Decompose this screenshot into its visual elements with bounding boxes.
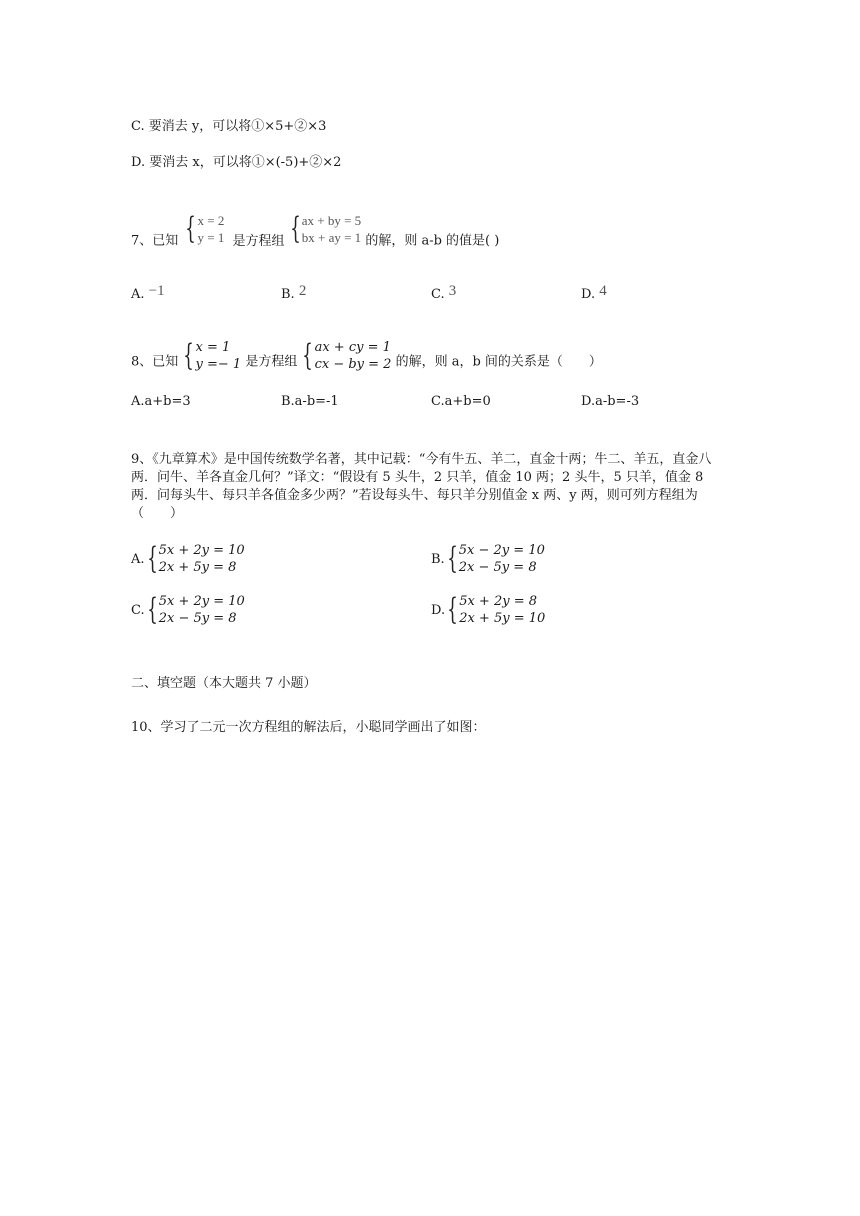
q8-option-b: B.a-b=-1 (281, 394, 339, 409)
question-7-prefix: 7、已知 (131, 233, 179, 249)
section-2-heading: 二、填空题（本大题共 7 小题） (131, 676, 317, 691)
brace-icon: { (289, 211, 301, 246)
q8-option-a: A.a+b=3 (131, 394, 191, 409)
option-d-prev: D. 要消去 x，可以将①×(-5)+②×2 (131, 155, 342, 170)
q9-option-b: B. { 5x − 2y = 10 2x − 5y = 8 (431, 541, 545, 576)
question-9-text: 9、《九章算术》是中国传统数学名著，其中记载：“今有牛五、羊二，直金十两；牛二、羊五，直金八两．问牛、羊各直金几何？”译文：“假设有 5 头牛，2 只羊，值金 10 两；2 头牛，5 只羊，值金 8 两．问每头牛、每只羊各值金多少两？”若设每头牛、每只羊分别值金 x 两、y 两，则可列方程组为（ ） (131, 452, 712, 521)
q9-option-d: D. { 5x + 2y = 8 2x + 5y = 10 (431, 592, 546, 627)
q8-sys1-eq2: y =− 1 (195, 357, 242, 372)
q9-option-a: A. { 5x + 2y = 10 2x + 5y = 8 (131, 541, 245, 576)
question-7-middle: 是方程组 (232, 233, 285, 249)
q8-sys2-eq1: ax + cy = 1 (314, 340, 391, 355)
brace-icon: { (447, 592, 458, 627)
q8-option-d: D.a-b=-3 (581, 394, 640, 409)
q8-sys1-eq1: x = 1 (195, 340, 231, 355)
brace-icon: { (302, 338, 314, 373)
q7-option-c: C. 3 (431, 283, 457, 302)
brace-icon: { (146, 541, 158, 576)
q9-option-c: C. { 5x + 2y = 10 2x − 5y = 8 (131, 592, 245, 627)
q7-option-b: B. 2 (281, 283, 307, 302)
q7-sys1-eq1: x = 2 (197, 213, 225, 228)
q7-sys2-eq1: ax + by = 5 (301, 213, 362, 228)
q7-option-a: A. −1 (131, 283, 165, 302)
q7-sys2-eq2: bx + ay = 1 (301, 230, 362, 245)
question-8-solution-system (182, 339, 241, 373)
question-7-equation-system (289, 212, 362, 246)
q8-sys2-eq2: cx − by = 2 (314, 357, 392, 372)
brace-icon: { (446, 541, 458, 576)
question-8 (131, 339, 602, 373)
question-7-suffix: 的解，则 a-b 的值是( ) (365, 233, 500, 249)
q7-option-d: D. 4 (581, 283, 607, 302)
question-8-middle: 是方程组 (245, 354, 298, 370)
option-c-prev: C. 要消去 y，可以将①×5+②×3 (131, 119, 327, 134)
question-10: 10、学习了二元一次方程组的解法后，小聪同学画出了如图： (131, 720, 486, 735)
question-8-prefix: 8、已知 (131, 354, 179, 370)
brace-icon: { (183, 338, 195, 373)
question-8-equation-system (301, 339, 391, 373)
q8-option-c: C.a+b=0 (431, 394, 491, 409)
brace-icon: { (185, 211, 197, 246)
q7-sys1-eq2: y = 1 (197, 230, 225, 245)
question-7-solution-system (184, 212, 224, 246)
question-7 (131, 212, 499, 249)
brace-icon: { (146, 592, 158, 627)
question-8-suffix: 的解，则 a，b 间的关系是（ ） (395, 354, 602, 370)
